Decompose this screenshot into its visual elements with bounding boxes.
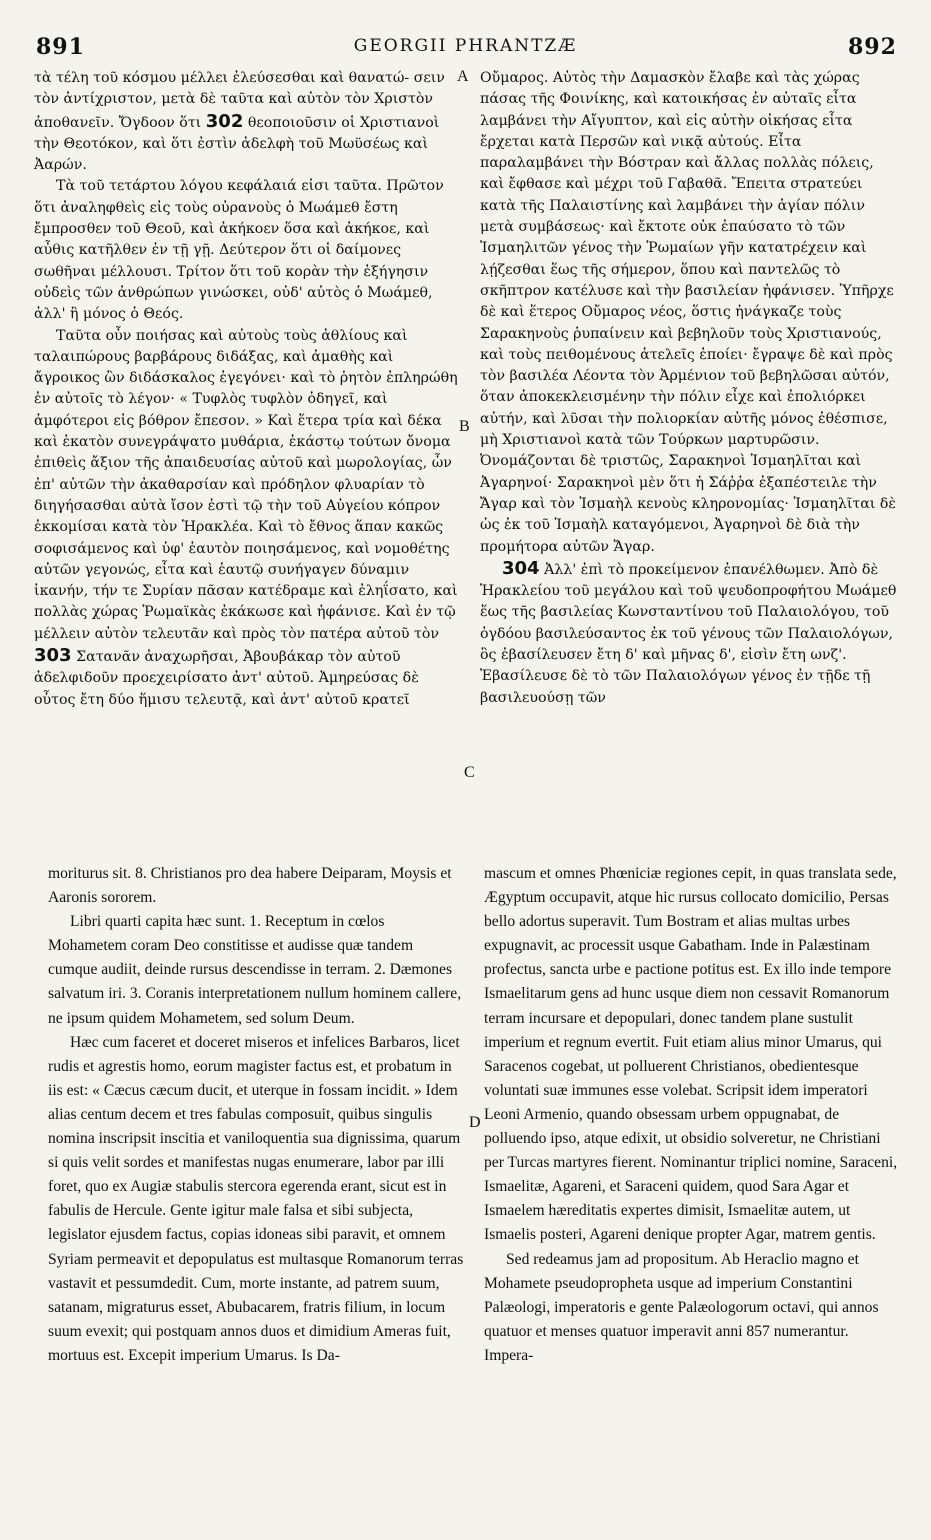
greek-text: θεοποιοῦσιν οἱ Χριστιανοὶ τὴν Θεοτόκον, καὶ ὅτι ἐστὶν ἀδελφὴ τοῦ Μωϋσέως καὶ Ἀαρών.: [34, 114, 440, 174]
latin-paragraph: Hæc cum faceret et doceret miseros et infelices Barbaros, licet rudis et agrestis homo, eorum magister factus est, et probatum in iis est: « Cæcus cæcum ducit, et uterque in fossam incidit. » Idem alias centum decem et tres fabulas composuit, quibus singulis nomina inscripsit inscitia et vaniloquentia sua dignissima, quarum si quis velit sordes et manifestas nugas enumerare, labor par illi foret, quo ex Augiæ stabulis stercora egerenda erant, sicut est in fabulis de Hercule. Gente igitur male falsa et sibi subjecta, legislator ejusdem factus, copias idoneas sibi paravit, et omnem Syriam permeavit et depopulatus est multasque Romanorum terras vastavit et pessumdedit. Cum, morte instante, ad patrem suum, satanam, migraturus esset, Abubacarem, fratris filium, in locum suum evexit; qui postquam annos duos et dimidium Ameras fuit, mortuus est. Excepit imperium Umarus. Is Da-: [48, 1033, 464, 1364]
greek-text: Ἀλλ' ἐπὶ τὸ προκείμενον ἐπανέλθωμεν. Ἀπὸ δὲ Ἡρακλείου τοῦ μεγάλου καὶ τοῦ ψευδοπροφήτου Μωάμεθ ἕως τῆς βασιλείας Κωνσταντίνου τοῦ Παλαιολόγου, τοῦ ὀγδόου βασιλεύσαντος ἐκ τοῦ γένους τῶν Παλαιολόγων, ὃς ἐβασίλευσεν ἔτη δ' καὶ μῆνας δ', εἰσὶν ἔτη ωνζ'. Ἐβασίλευσε δὲ τὸ τῶν Παλαιολόγων γένος ἐν τῇδε τῇ βασιλευούσῃ τῶν: [480, 561, 897, 706]
page-header: [0, 34, 931, 64]
latin-paragraph: Libri quarti capita hæc sunt. 1. Receptum in cœlos Mohametem coram Deo constitisse et audisse quæ tandem cumque audiit, deinde rursus descendisse in terram. 2. Dæmones salvatum iri. 3. Coranis interpretationem nullum hominem callere, ne ipsum quidem Mohametem, sed solum Deum.: [48, 913, 462, 1027]
latin-paragraph: moriturus sit. 8. Christianos pro dea habere Deiparam, Moysis et Aaronis sororem.: [48, 865, 452, 907]
page-number-left: 891: [36, 34, 85, 60]
latin-column-left: [48, 862, 464, 1368]
margin-letter-a: A: [457, 68, 469, 85]
running-title: GEORGII PHRANTZÆ: [353, 36, 578, 56]
latin-paragraph: mascum et omnes Phœniciæ regiones cepit, in quas translata sede, Ægyptum occupavit, atque hic rursus collocato domicilio, Persas bello adortus superavit. Tum Bostram et alias multas urbes expugnavit, ac processit usque Gabatham. Inde in Palæstinam profectus, sancta urbe e pactione potitus est. Ex illo inde tempore Ismaelitarum gens ad hunc usque diem non cessavit Romanorum terram incursare et depopulari, donec tandem plane sustulit imperium et regnum evertit. Fuit etiam alius minor Umarus, qui Saracenos cogebat, ut polluerent Christianos, obedientesque voluntati suæ immunes esse volebat. Scripsit idem imperatori Leoni Armenio, quando obsessam urbem oppugnabat, de polluendo ipso, atque edixit, ut obsidio solveretur, ne Christiani per Turcas martyres fierent. Nominantur triplici nomine, Saraceni, Ismaelitæ, Agareni, et Saraceni quidem, quod Sara Agar et Ismaelem hæreditatis expertes dimisit, Ismaelitæ autem, ut Ismaelis posteri, Agareni denique propter Agar, matrem gentis.: [484, 865, 898, 1244]
greek-paragraph: Οὔμαρος. Αὐτὸς τὴν Δαμασκὸν ἔλαβε καὶ τὰς χώρας πάσας τῆς Φοινίκης, καὶ κατοικήσας ἐν αὐταῖς εἶτα λαμβάνει τὴν Αἴγυπτον, καὶ εἰς αὐτὴν οἰκήσας εἶτα ἔρχεται κατὰ Περσῶν καὶ νικᾷ αὐτούς. Εἶτα παραλαμβάνει τὴν Βόστραν καὶ ἄλλας πολλὰς πόλεις, καὶ ἔφθασε καὶ μέχρι τοῦ Γαβαθᾶ. Ἔπειτα στρατεύει κατὰ τῆς Παλαιστίνης καὶ λαμβάνει τὴν ἁγίαν πόλιν μετὰ συμβάσεως· καὶ ἔκτοτε οὐκ ἐπαύσατο τὸ τῶν Ἰσμαηλιτῶν γένος τὴν Ῥωμαίων γῆν κατατρέχειν καὶ λῄζεσθαι ἕως τῆς σήμερον, ὅπου καὶ παντελῶς τὸ σκῆπτρον κατέλυσε καὶ τὴν βασιλείαν ἠφάνισεν. Ὑπῆρχε δὲ καὶ ἕτερος Οὔμαρος νέος, ὅστις ἠνάγκαζε τοὺς Σαρακηνοὺς ῥυπαίνειν καὶ βεβηλοῦν τοὺς Χριστιανούς, καὶ τοὺς πειθομένους ἀτελεῖς ἐποίει· ἔγραψε δὲ καὶ πρὸς τὸν βασιλέα Λέοντα τὸν Ἀρμένιον τοῦ βεβηλῶσαι αὐτόν, ὅταν ἀποκεκλεισμένην τὴν πόλιν εἶχε καὶ ἐπολιόρκει αὐτήν, καὶ λῦσαι τὴν πολιορκίαν αὐτῆς μόνος ἐθέσπισε, μὴ Χριστιανοὶ κατὰ τῶν Τούρκων μαρτυρῶσιν. Ὀνομάζονται δὲ τριστῶς, Σαρακηνοὶ Ἰσμαηλῖται καὶ Ἀγαρηνοί· Σαρακηνοὶ μὲν ὅτι ἡ Σάῤῥα ἐξαπέστειλε τὴν Ἄγαρ καὶ τὸν Ἰσμαὴλ κενοὺς κληρονομίας· Ἰσμαηλῖται δὲ ὡς ἐκ τοῦ Ἰσμαὴλ καταγόμενοι, Ἀγαρηνοὶ δὲ διὰ τὴν προμήτορα αὐτῶν Ἄγαρ.: [480, 70, 897, 555]
margin-letter-c: C: [464, 764, 475, 781]
greek-text: Σατανᾶν ἀναχωρῆσαι, Ἀβουβάκαρ τὸν αὐτοῦ ἀδελφιδοῦν προεχειρίσατο ἀντ' αὐτοῦ. Ἀμηρεύσας δὲ οὗτος ἔτη δύο ἥμισυ τελευτᾷ, καὶ ἀντ' αὐτοῦ κρατεῖ: [34, 649, 419, 708]
greek-paragraph: [34, 326, 458, 711]
greek-column-right: [480, 68, 900, 709]
greek-paragraph: [34, 68, 458, 176]
margin-letter-b: B: [459, 418, 470, 435]
margin-letter-d: D: [469, 1114, 481, 1131]
section-number-303: 303: [34, 645, 72, 667]
latin-column-right: [484, 862, 900, 1368]
greek-paragraph: Τὰ τοῦ τετάρτου λόγου κεφάλαιά εἰσι ταῦτα. Πρῶτον ὅτι ἀναληφθεὶς εἰς τοὺς οὐρανοὺς ὁ Μωάμεθ ἔστη ἔμπροσθεν τοῦ Θεοῦ, καὶ ἀκήκοεν ὅσα καὶ ἀκήκοε, καὶ αὖθις κατῆλθεν ἐν τῇ γῇ. Δεύτερον ὅτι οἱ δαίμονες σωθῆναι μέλλουσι. Τρίτον ὅτι τοῦ κορὰν τὴν ἐξήγησιν οὐδεὶς τῶν ἀνθρώπων γινώσκει, οὐδ' αὐτὸς ὁ Μωάμεθ, ἀλλ' ἢ μόνος ὁ Θεός.: [34, 178, 444, 323]
latin-paragraph: Sed redeamus jam ad propositum. Ab Heraclio magno et Mohamete pseudopropheta usque ad imperium Constantini Palæologi, imperatoris e gente Palæologorum octavi, qui annos quatuor et menses quatuor imperavit anni 857 numerantur. Impera-: [484, 1250, 879, 1364]
greek-text: Ταῦτα οὖν ποιήσας καὶ αὐτοὺς τοὺς ἀθλίους καὶ ταλαιπώρους βαρβάρους διδάξας, καὶ ἀμαθὴς καὶ ἄγροικος ὢν διδάσκαλος ἐγεγόνει· καὶ τὸ ῥητὸν ἐπληρώθη ἐν αὐτοῖς τὸ λέγον· « Τυφλὸς τυφλὸν ὁδηγεῖ, καὶ ἀμφότεροι εἰς βόθρον ἔπεσον. » Καὶ ἕτερα τρία καὶ δέκα καὶ ἑκατὸν συνεγράψατο μυθάρια, ἑκάστῳ τούτων ὄνομα ἐπιθεὶς ἄξιον τῆς ἀπαιδευσίας αὐτοῦ καὶ μωρολογίας, ὧν ἐπ' αὐτῶν τὴν ἀκαθαρσίαν καὶ πρόδηλον φλυαρίαν τὸ διηγήσασθαι αὐτὰ ἴσον ἐστὶ τῷ τὴν τοῦ Αὐγείου κόπρον ἐκκομίσαι κατὰ τὸν Ἡρακλέα. Καὶ τὸ ἔθνος ἅπαν κακῶς σοφισάμενος καὶ ὑφ' ἑαυτὸν ποιησάμενος, καὶ νομοθέτης αὐτῶν γεγονώς, εἶτα καὶ ἑαυτῷ συνήγαγεν δύναμιν ἱκανήν, τήν τε Συρίαν πᾶσαν κατέδραμε καὶ ἐληΐσατο, καὶ πολλὰς χώρας Ῥωμαϊκὰς ἐκάκωσε καὶ ἠφάνισε. Καὶ ἐν τῷ μέλλειν αὐτὸν τελευτᾶν καὶ πρὸς τὸν πατέρα αὐτοῦ τὸν: [34, 327, 458, 642]
section-number-302: 302: [205, 110, 244, 132]
section-number-304: 304: [502, 557, 540, 579]
page-number-right: 892: [848, 34, 897, 60]
greek-column-left: [34, 68, 458, 711]
greek-paragraph: [480, 558, 900, 709]
greek-text: τὰ τέλη τοῦ κόσμου μέλλει ἐλεύσεσθαι καὶ θανατώ- σειν τὸν ἀντίχριστον, μετὰ δὲ ταῦτα καὶ αὐτὸν τὸν Χριστὸν ἀποθανεῖν. Ὄγδοον ὅτι: [34, 70, 445, 131]
